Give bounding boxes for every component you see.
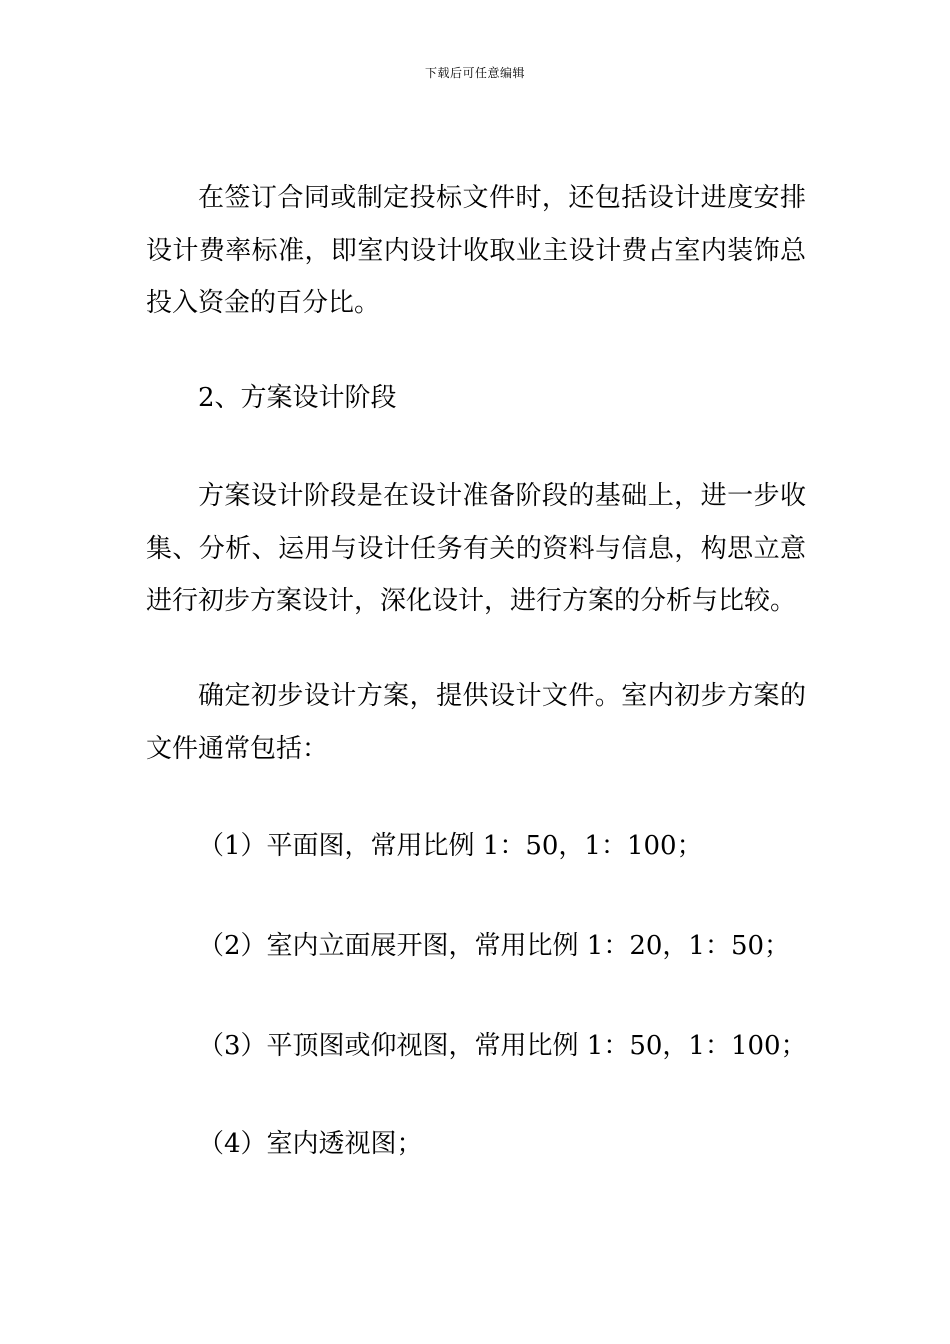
paragraph-scheme-design: 方案设计阶段是在设计准备阶段的基础上，进一步收集、分析、运用与设计任务有关的资料与信息，构思立意进行初步方案设计，深化设计，进行方案的分析与比较。 [146, 481, 806, 616]
list-item: （3）平顶图或仰视图，常用比例 1：50，1：100； [198, 1031, 807, 1061]
list-item: （1）平面图，常用比例 1：50，1：100； [198, 831, 703, 861]
list-item: （4）室内透视图； [198, 1129, 423, 1159]
list-item: （2）室内立面展开图，常用比例 1：20，1：50； [198, 931, 791, 961]
section-heading: 2、方案设计阶段 [198, 383, 397, 413]
paragraph-contract-fees: 在签订合同或制定投标文件时，还包括设计进度安排设计费率标准，即室内设计收取业主设计费占室内装饰总投入资金的百分比。 [146, 183, 806, 318]
paragraph-preliminary-scheme: 确定初步设计方案，提供设计文件。室内初步方案的文件通常包括： [146, 681, 806, 764]
page-header: 下载后可任意编辑 [424, 66, 525, 80]
